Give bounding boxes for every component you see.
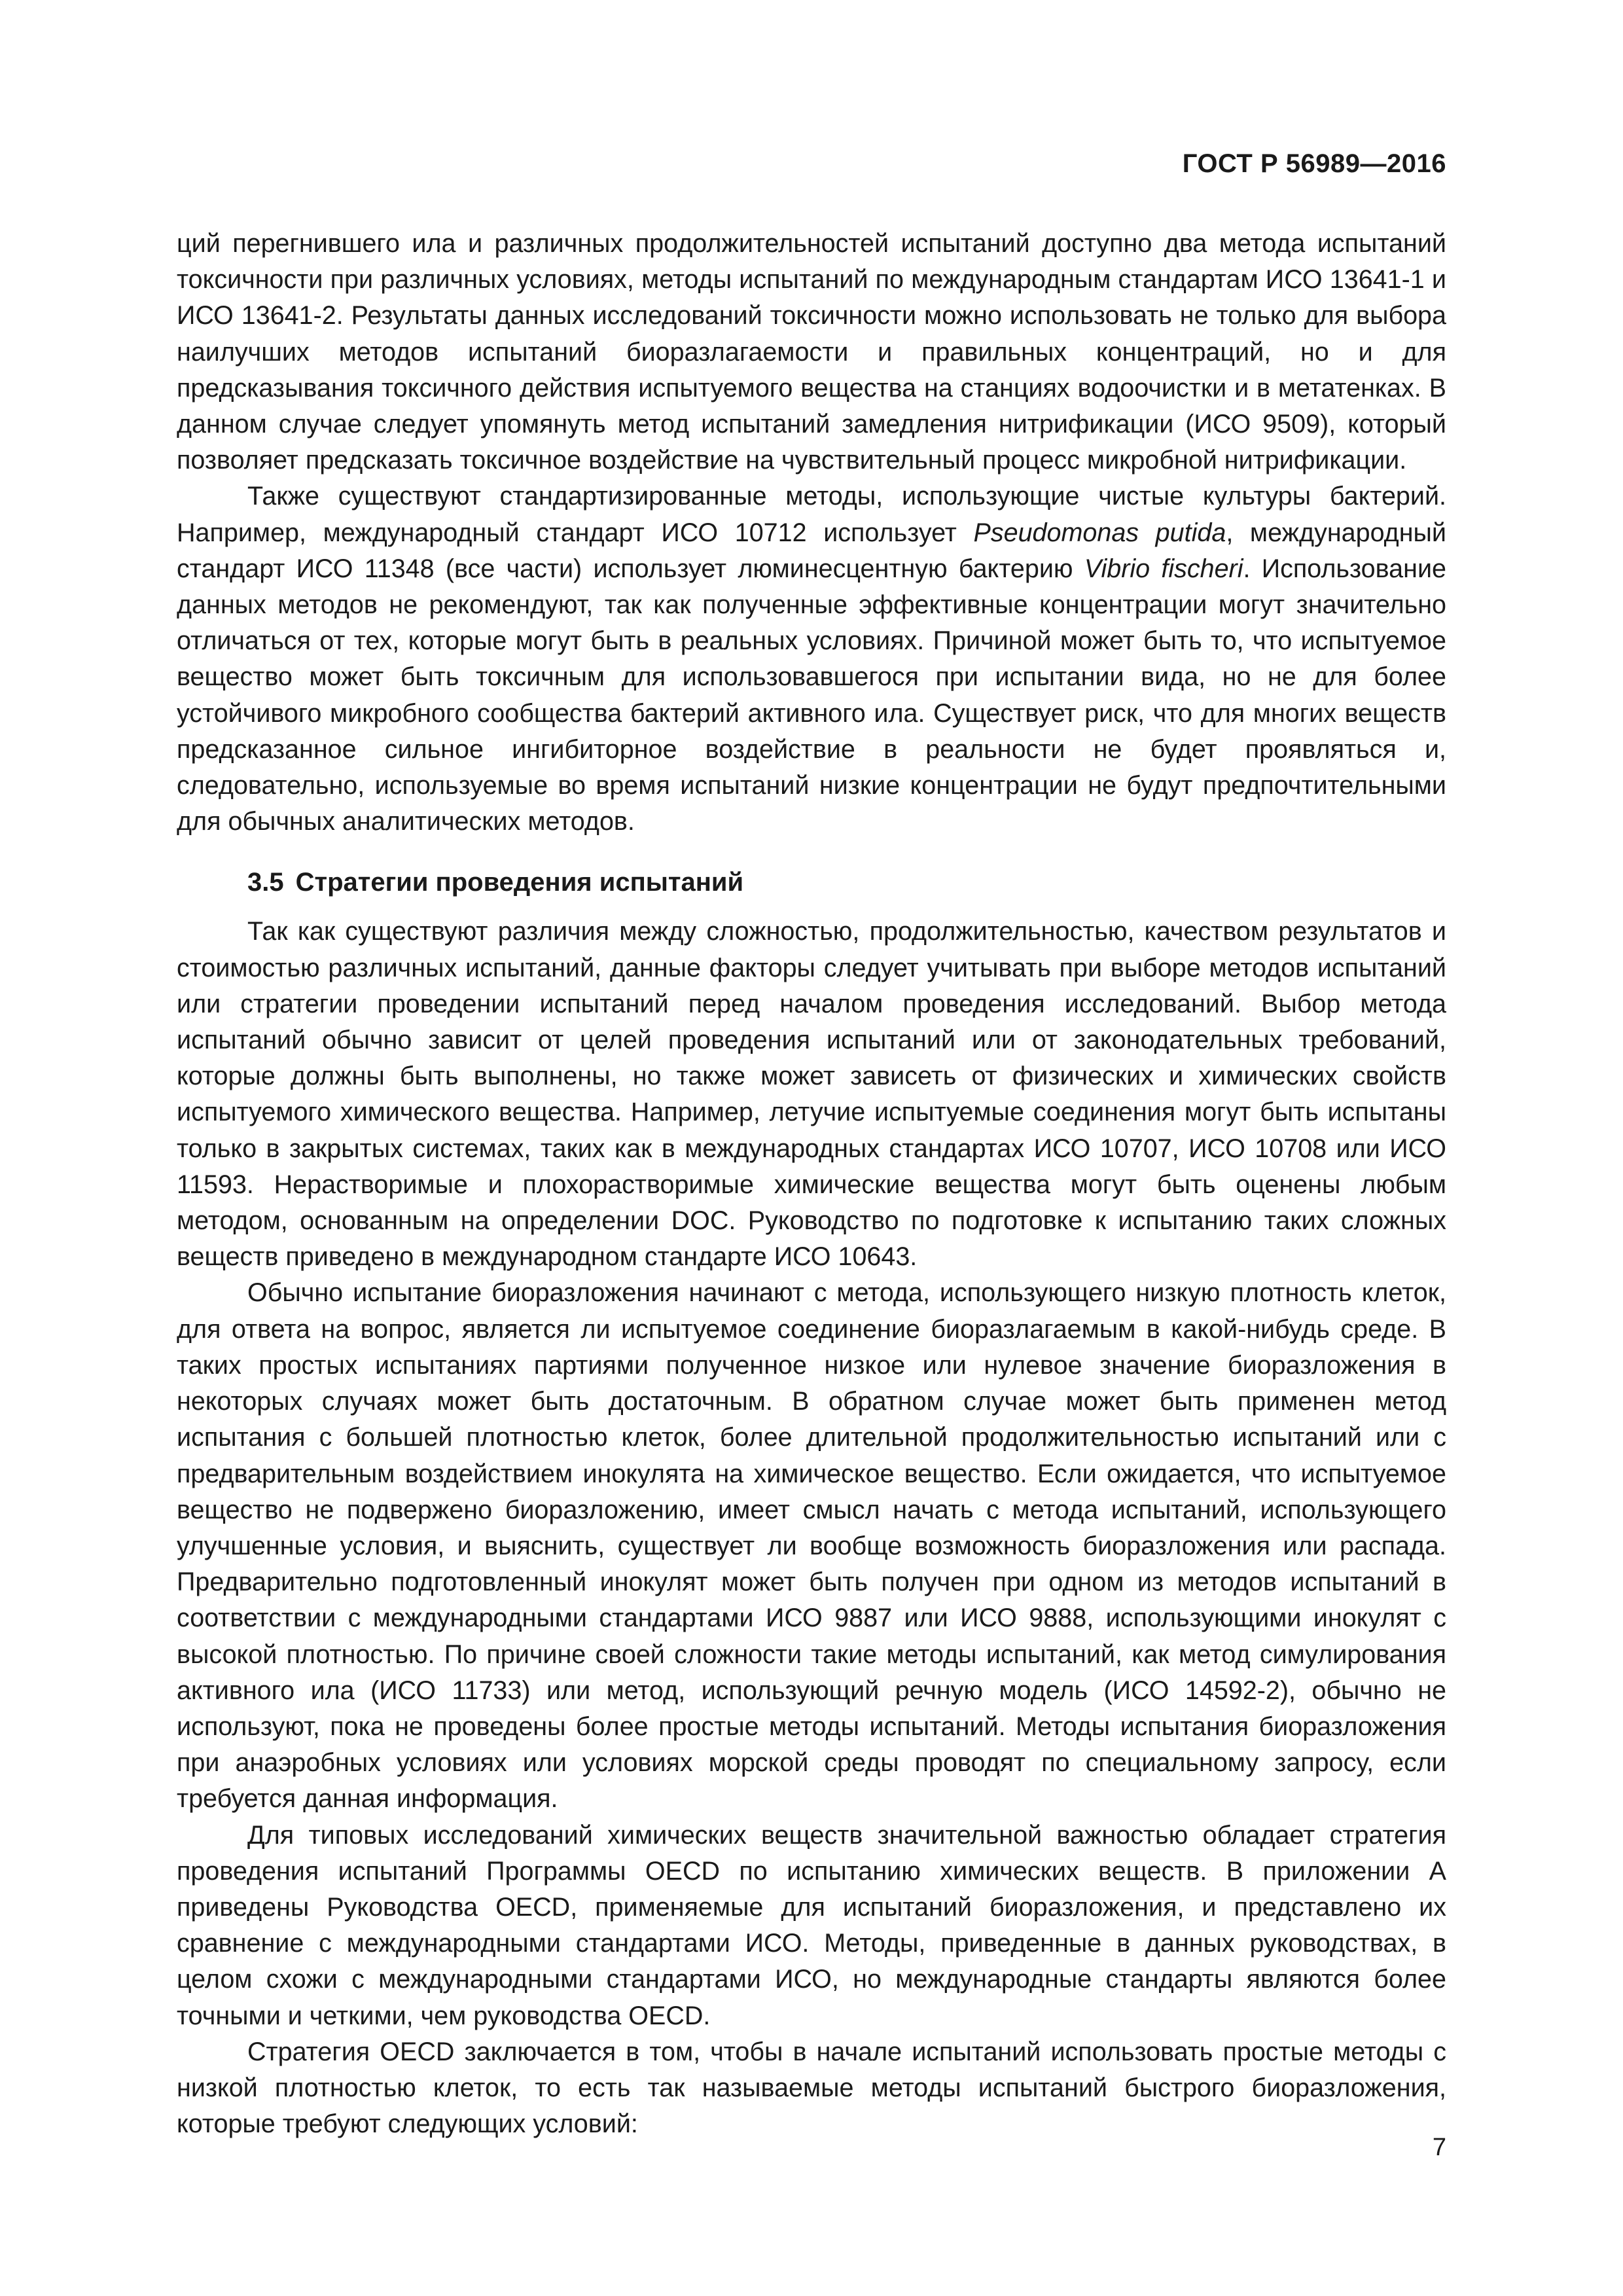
paragraph-toxicity-methods: ций перегнившего ила и различных продолжительностей испытаний доступно два метода испытаний токсичности при различных условиях, методы испытаний по международным стандартам ИСО 13641-1 и ИСО 13641-2. Результаты данных исследований токсичности можно использовать не только для выбора наилучших методов испытаний биоразлагаемости и правильных концентраций, но и для предсказывания токсичного действия испытуемого вещества на станциях водоочистки и в метатенках. В данном случае следует упомянуть метод испытаний замедления нитрификации (ИСО 9509), который позволяет предсказать токсичное воздействие на чувствительный процесс микробной нитрификации. xyxy=(177,229,1446,475)
paragraph-pure-cultures xyxy=(177,478,1446,840)
paragraph-text: . Использование данных методов не рекомендуют, так как полученные эффективные концентрации могут значительно отличаться от тех, которые могут быть в реальных условиях. Причиной может быть то, что испытуемое вещество может быть токсичным для использовавшегося при испытании вида, но не для более устойчивого микробного сообщества бактерий активного ила. Существует риск, что для многих веществ предсказанное сильное ингибиторное воздействие в реальности не будет проявляться и, следовательно, используемые во время испытаний низкие концентрации не будут предпочтительными для обычных аналитических методов. xyxy=(177,554,1446,836)
paragraph-text: , международный стандарт ИСО 11348 (все части) использует люминесцентную бактерию xyxy=(177,518,1446,583)
section-number: 3.5 xyxy=(247,868,284,897)
page-body xyxy=(177,226,1446,2142)
species-name: Pseudomonas putida xyxy=(973,518,1226,547)
section-heading xyxy=(177,865,1446,901)
page-number: 7 xyxy=(1432,2134,1446,2161)
paragraph-oecd-programme: Для типовых исследований химических веществ значительной важностью обладает стратегия проведения испытаний Программы OECD по испытанию химических веществ. В приложении А приведены Руководства OECD, применяемые для испытаний биоразложения, и представлено их сравнение с международными стандартами ИСО. Методы, приведенные в данных руководствах, в целом схожи с международными стандартами ИСО, но международные стандарты являются более точными и четкими, чем руководства OECD. xyxy=(177,1820,1446,2030)
paragraph-oecd-strategy: Стратегия OECD заключается в том, чтобы в начале испытаний использовать простые методы с низкой плотностью клеток, то есть так называемые методы испытаний быстрого биоразложения, которые требуют следующих условий: xyxy=(177,2037,1446,2139)
paragraph-text: Также существуют стандартизированные методы, использующие чистые культуры бактерий. Например, международный стандарт ИСО 10712 использует xyxy=(177,482,1446,547)
section-title: Стратегии проведения испытаний xyxy=(295,868,744,897)
standard-designation: ГОСТ Р 56989—2016 xyxy=(1182,149,1446,178)
paragraph-method-choice: Так как существуют различия между сложностью, продолжительностью, качеством результатов и стоимостью различных испытаний, данные факторы следует учитывать при выборе методов испытаний или стратегии проведении испытаний перед началом проведения исследований. Выбор метода испытаний обычно зависит от целей проведения испытаний или от законодательных требований, которые должны быть выполнены, но также может зависеть от физических и химических свойств испытуемого химического вещества. Например, летучие испытуемые соединения могут быть испытаны только в закрытых системах, таких как в международных стандартах ИСО 10707, ИСО 10708 или ИСО 11593. Нерастворимые и плохорастворимые химические вещества могут быть оценены любым методом, основанным на определении DOC. Руководство по подготовке к испытанию таких сложных веществ приведено в международном стандарте ИСО 10643. xyxy=(177,917,1446,1272)
paragraph-test-sequence: Обычно испытание биоразложения начинают с метода, использующего низкую плотность клеток, для ответа на вопрос, является ли испытуемое соединение биоразлагаемым в какой-нибудь среде. В таких простых испытаниях партиями полученное низкое или нулевое значение биоразложения в некоторых случаях может быть достаточным. В обратном случае может быть применен метод испытания с большей плотностью клеток, более длительной продолжительностью испытаний или с предварительным воздействием инокулята на химическое вещество. Если ожидается, что испытуемое вещество не подвержено биоразложению, имеет смысл начать с метода испытаний, использующего улучшенные условия, и выяснить, существует ли вообще возможность биоразложения или распада. Предварительно подготовленный инокулят может быть получен при одном из методов испытаний в соответствии с международными стандартами ИСО 9887 или ИСО 9888, использующими инокулят с высокой плотностью. По причине своей сложности такие методы испытаний, как метод симулирования активного ила (ИСО 11733) или метод, использующий речную модель (ИСО 14592-2), обычно не используют, пока не проведены более простые методы испытаний. Методы испытания биоразложения при анаэробных условиях или условиях морской среды проводят по специальному запросу, если требуется данная информация. xyxy=(177,1278,1446,1814)
species-name: Vibrio fischeri xyxy=(1084,554,1243,583)
